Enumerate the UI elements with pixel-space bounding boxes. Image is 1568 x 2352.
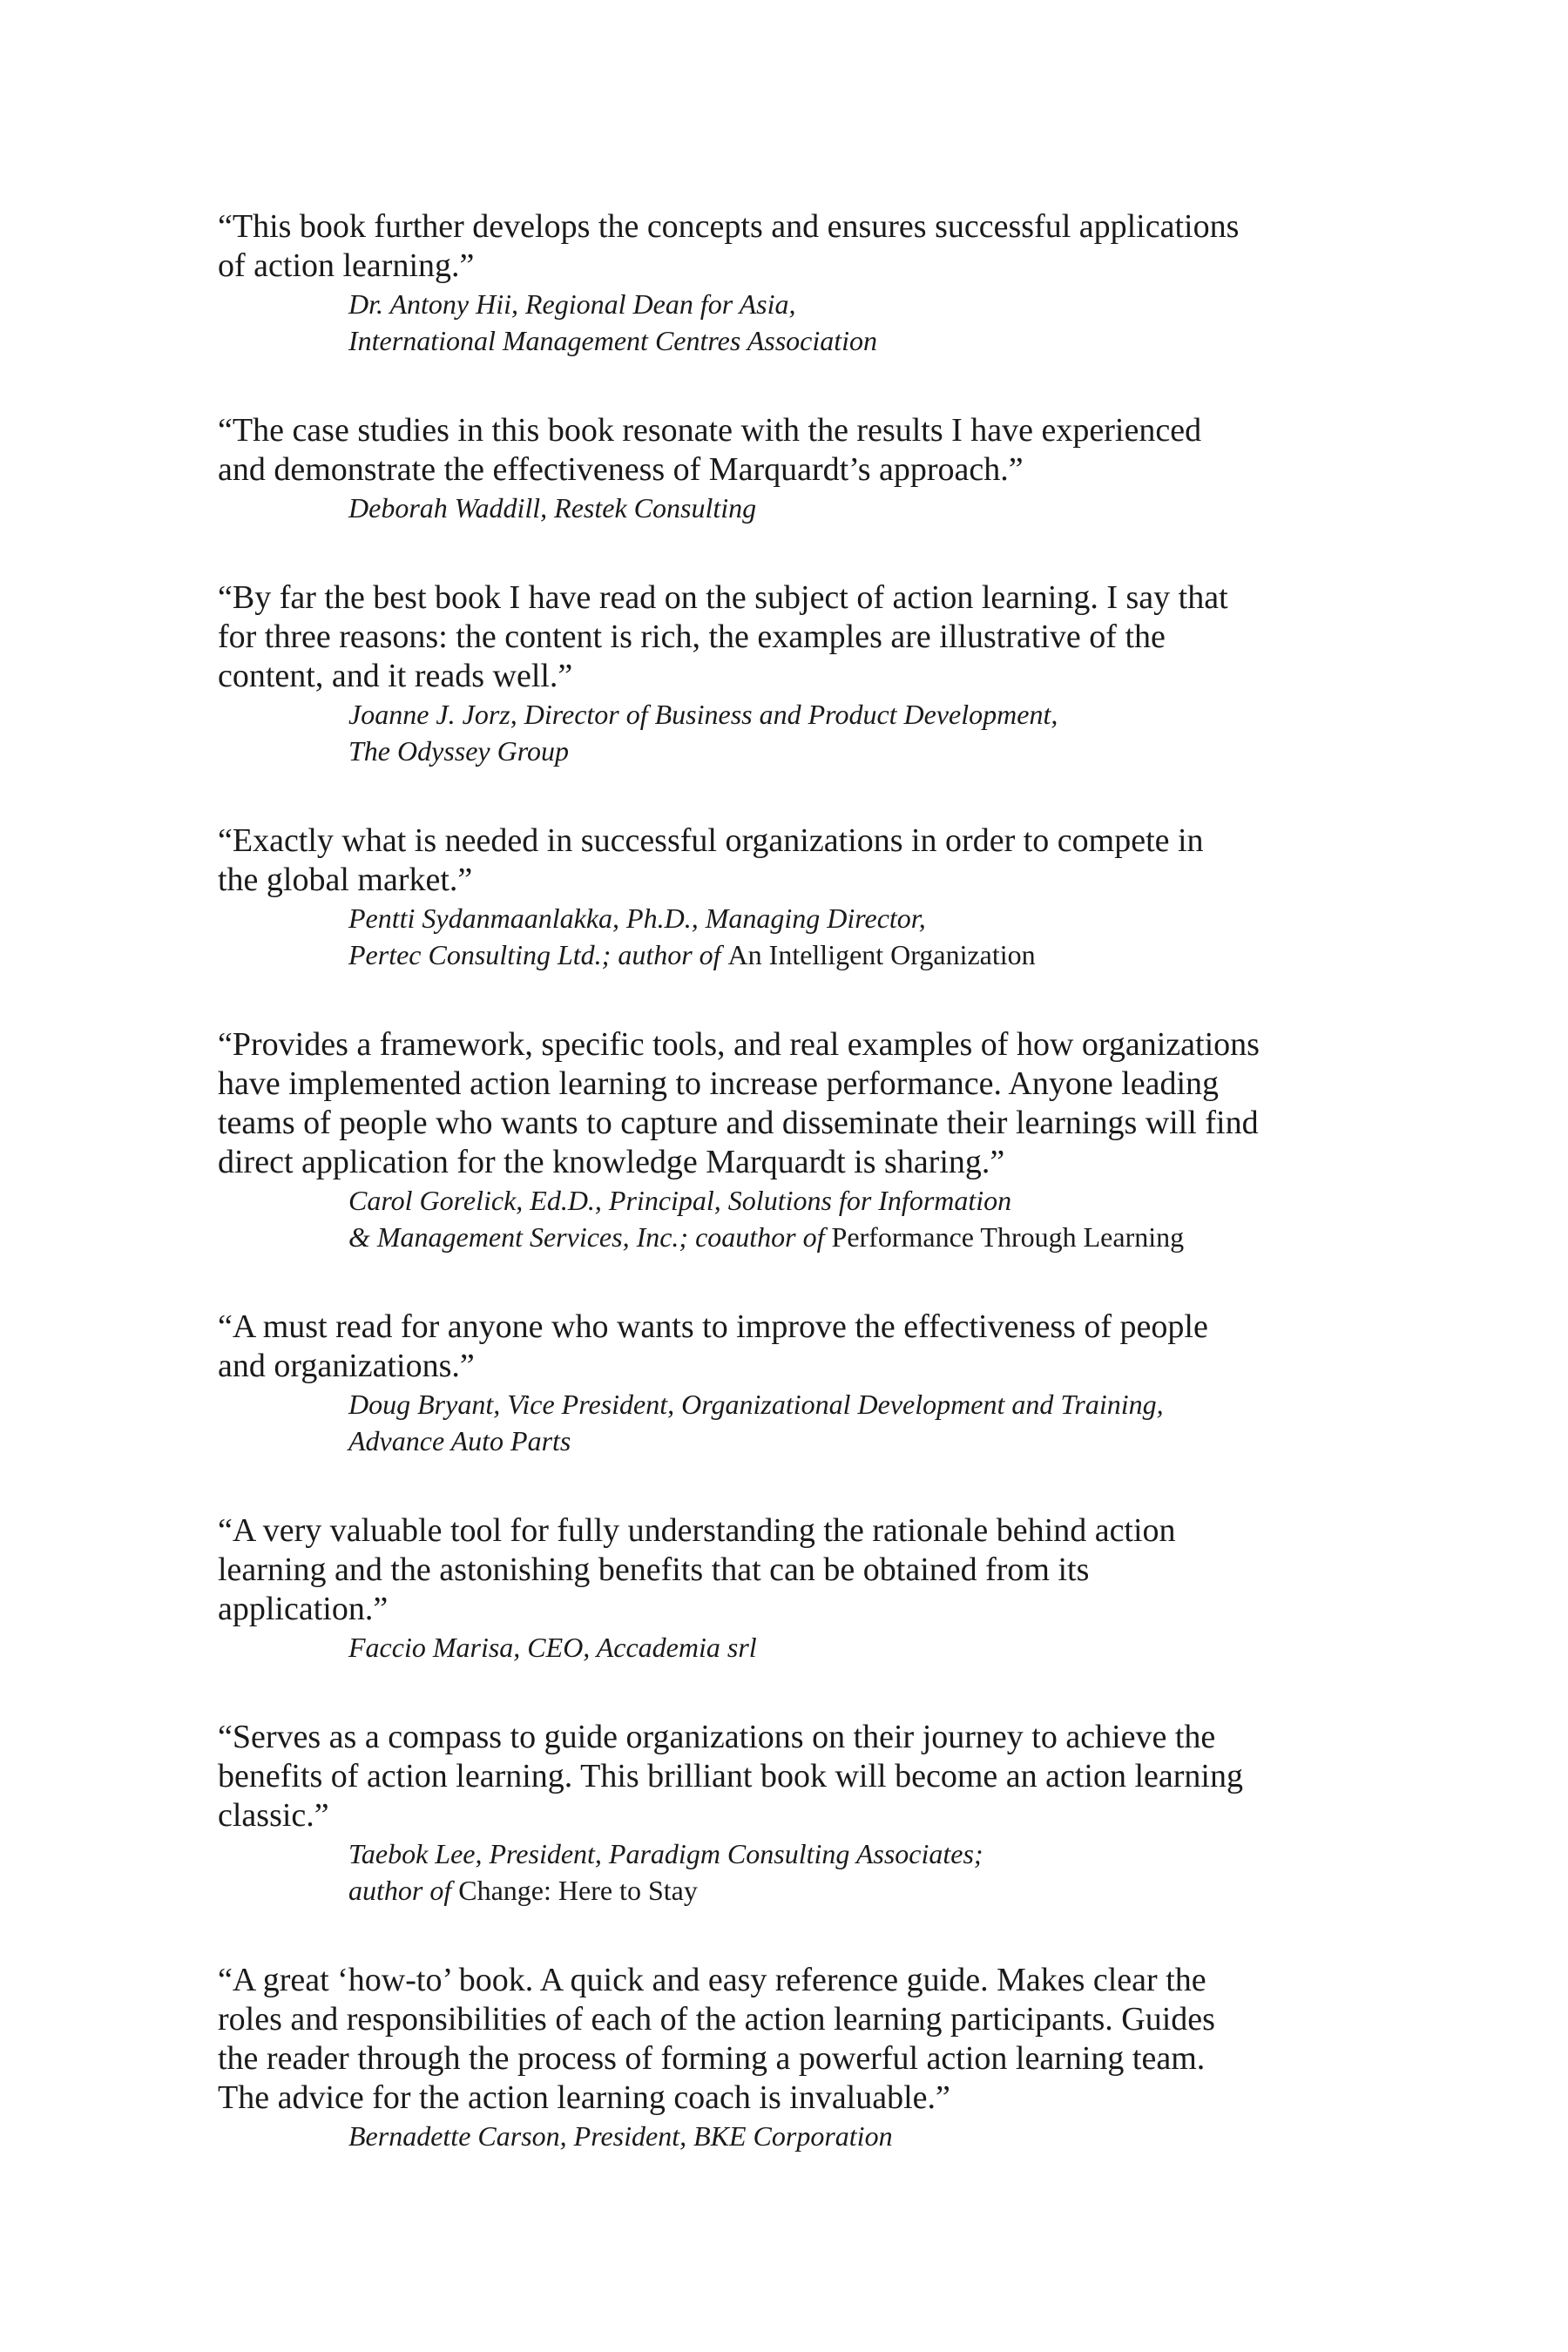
attribution-line <box>348 1386 1350 1423</box>
endorsement-attribution <box>348 1182 1350 1255</box>
quote-line: “A great ‘how-to’ book. A quick and easy reference guide. Makes clear the <box>218 1962 1206 1998</box>
attribution-line <box>348 696 1350 733</box>
quote-line: “Provides a framework, specific tools, and real examples of how organizations <box>218 1026 1260 1063</box>
attribution-text: author of <box>348 1875 459 1906</box>
attribution-text: Doug Bryant, Vice President, Organizational Development and Training, <box>348 1389 1164 1420</box>
quote-line: “By far the best book I have read on the subject of action learning. I say that <box>218 579 1228 616</box>
attribution-line <box>348 2118 1350 2154</box>
attribution-line <box>348 490 1350 526</box>
quote-line: content, and it reads well.” <box>218 658 573 694</box>
endorsement <box>218 1718 1350 1909</box>
attribution-line <box>348 286 1350 322</box>
quote-line: classic.” <box>218 1797 329 1834</box>
quote-line: benefits of action learning. This brilliant book will become an action learning <box>218 1758 1243 1794</box>
quote-line: direct application for the knowledge Marquardt is sharing.” <box>218 1144 1005 1180</box>
attribution-text: Bernadette Carson, President, BKE Corporation <box>348 2120 893 2152</box>
attribution-line <box>348 1835 1350 1872</box>
quote-line: “A must read for anyone who wants to improve the effectiveness of people <box>218 1308 1208 1345</box>
attribution-text: Carol Gorelick, Ed.D., Principal, Solutions for Information <box>348 1185 1012 1216</box>
attribution-text: Pentti Sydanmaanlakka, Ph.D., Managing Director, <box>348 902 926 934</box>
endorsement-quote <box>218 1961 1350 2118</box>
quote-line: and demonstrate the effectiveness of Marquardt’s approach.” <box>218 451 1024 488</box>
attribution-text: Joanne J. Jorz, Director of Business and Product Development, <box>348 699 1058 730</box>
quote-line: “Exactly what is needed in successful organizations in order to compete in <box>218 822 1204 859</box>
endorsement-quote <box>218 1308 1350 1386</box>
endorsement <box>218 821 1350 973</box>
quote-line: and organizations.” <box>218 1348 475 1384</box>
attribution-line <box>348 1182 1350 1219</box>
quote-line: for three reasons: the content is rich, the examples are illustrative of the <box>218 618 1166 655</box>
attribution-line <box>348 1423 1350 1459</box>
endorsement-attribution <box>348 1629 1350 1666</box>
attribution-text: Dr. Antony Hii, Regional Dean for Asia, <box>348 288 796 320</box>
quote-line: “This book further develops the concepts and ensures successful applications <box>218 208 1240 245</box>
attribution-text: Advance Auto Parts <box>348 1425 571 1456</box>
attribution-text: & Management Services, Inc.; coauthor of <box>348 1221 832 1253</box>
endorsement-attribution <box>348 286 1350 359</box>
endorsement-quote <box>218 1718 1350 1835</box>
quote-line: roles and responsibilities of each of the action learning participants. Guides <box>218 2001 1215 2038</box>
endorsement <box>218 411 1350 526</box>
endorsements-list <box>218 207 1350 2207</box>
endorsement-attribution <box>348 2118 1350 2154</box>
endorsement-quote <box>218 1025 1350 1182</box>
endorsement-attribution <box>348 900 1350 973</box>
quote-line: the global market.” <box>218 862 473 898</box>
book-title: Performance Through Learning <box>831 1221 1185 1253</box>
quote-line: application.” <box>218 1591 389 1627</box>
attribution-line <box>348 1872 1350 1909</box>
quote-line: teams of people who wants to capture and disseminate their learnings will find <box>218 1105 1259 1141</box>
endorsement-quote <box>218 1511 1350 1629</box>
endorsement-attribution <box>348 696 1350 769</box>
attribution-text: Taebok Lee, President, Paradigm Consulting Associates; <box>348 1838 983 1869</box>
attribution-text: Deborah Waddill, Restek Consulting <box>348 492 757 524</box>
endorsement-attribution <box>348 1386 1350 1459</box>
attribution-text: Faccio Marisa, CEO, Accademia srl <box>348 1632 757 1663</box>
attribution-line <box>348 900 1350 936</box>
quote-line: “Serves as a compass to guide organizations on their journey to achieve the <box>218 1719 1216 1755</box>
quote-line: have implemented action learning to increase performance. Anyone leading <box>218 1065 1220 1102</box>
endorsement-quote <box>218 411 1350 490</box>
quote-line: “A very valuable tool for fully understanding the rationale behind action <box>218 1512 1176 1549</box>
attribution-line <box>348 322 1350 359</box>
quote-line: The advice for the action learning coach is invaluable.” <box>218 2079 950 2116</box>
attribution-line <box>348 1219 1350 1255</box>
endorsement-attribution <box>348 1835 1350 1909</box>
attribution-line <box>348 1629 1350 1666</box>
quote-line: learning and the astonishing benefits that can be obtained from its <box>218 1551 1090 1588</box>
book-title: Change: Here to Stay <box>458 1875 698 1906</box>
attribution-line <box>348 936 1350 973</box>
quote-line: of action learning.” <box>218 247 475 284</box>
quote-line: “The case studies in this book resonate with the results I have experienced <box>218 412 1202 449</box>
attribution-text: The Odyssey Group <box>348 735 569 767</box>
endorsement-quote <box>218 821 1350 900</box>
endorsement <box>218 1308 1350 1459</box>
quote-line: the reader through the process of forming a powerful action learning team. <box>218 2040 1206 2077</box>
endorsement-attribution <box>348 490 1350 526</box>
endorsement <box>218 1961 1350 2154</box>
endorsement-quote <box>218 207 1350 286</box>
endorsement-quote <box>218 578 1350 696</box>
attribution-text: Pertec Consulting Ltd.; author of <box>348 939 728 970</box>
endorsement <box>218 207 1350 359</box>
endorsement <box>218 1511 1350 1666</box>
attribution-line <box>348 733 1350 769</box>
endorsement <box>218 1025 1350 1255</box>
endorsement <box>218 578 1350 769</box>
attribution-text: International Management Centres Association <box>348 325 878 356</box>
book-title: An Intelligent Organization <box>727 939 1036 970</box>
